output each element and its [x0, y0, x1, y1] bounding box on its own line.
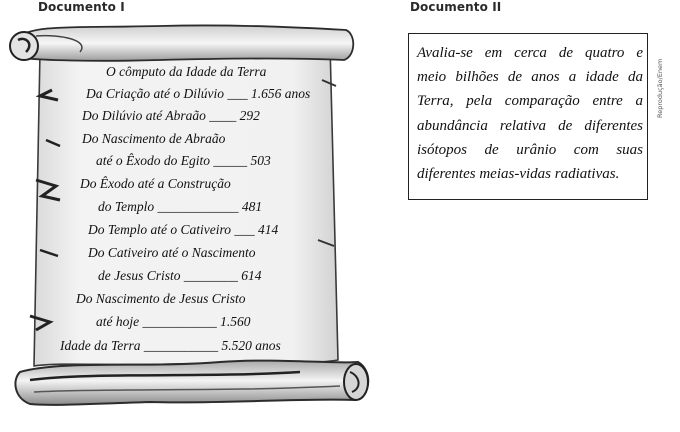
scroll-line-6: do Templo ____________ 481 [98, 199, 263, 214]
doc2-line-3: Terra, pela comparação entre a [417, 93, 643, 110]
scroll-title: O cômputo da Idade da Terra [106, 64, 267, 79]
scroll-line-3: Do Nascimento de Abraão [82, 131, 226, 146]
document-2-box [408, 33, 648, 200]
doc2-line-5: isótopos de urânio com suas [417, 141, 643, 158]
doc2-line-4: abundância relativa de diferentes [417, 117, 643, 134]
scroll-line-9: de Jesus Cristo ________ 614 [98, 268, 262, 283]
scroll-line-5: Do Êxodo até a Construção [80, 176, 231, 191]
scroll-line-8: Do Cativeiro até o Nascimento [88, 245, 256, 260]
document-2-text [417, 41, 643, 186]
scroll-line-4: até o Êxodo do Egito _____ 503 [96, 153, 271, 168]
scroll-line-10: Do Nascimento de Jesus Cristo [76, 291, 246, 306]
scroll-line-7: Do Templo até o Cativeiro ___ 414 [88, 222, 279, 237]
doc2-line-1: Avalia-se em cerca de quatro e [417, 45, 643, 61]
doc2-line-6: diferentes meias-vidas radiativas. [417, 165, 620, 182]
image-credit: Reprodução/Enem [656, 58, 664, 118]
scroll-line-12: Idade da Terra ___________ 5.520 anos [60, 338, 281, 353]
scroll-line-1: Da Criação até o Dilúvio ___ 1.656 anos [86, 86, 311, 101]
scroll-line-11: até hoje ___________ 1.560 [96, 314, 251, 329]
document-1-label: Documento I [38, 0, 125, 14]
doc2-line-2: meio bilhões de anos a idade da [417, 69, 643, 86]
document-2-label: Documento II [410, 0, 502, 14]
scroll-line-2: Do Dilúvio até Abraão ____ 292 [82, 108, 260, 123]
